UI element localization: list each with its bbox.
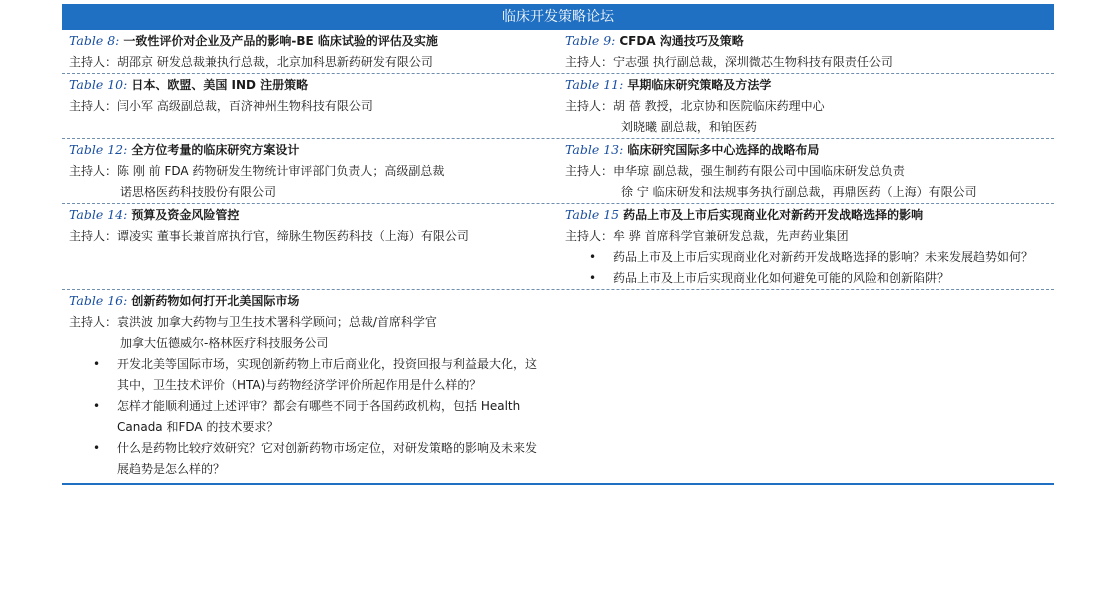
- host-line: [565, 96, 1054, 117]
- host-line: [69, 161, 558, 182]
- question-text: 怎样才能顺利通过上述评审？都会有哪些不同于各国药政机构，包括 Health Canada 和FDA 的技术要求？: [117, 399, 521, 434]
- table-tag: Table 11:: [565, 77, 624, 92]
- host-label: 主持人：: [565, 99, 614, 113]
- host-label: 主持人：: [565, 164, 614, 178]
- host-name: 胡邵京 研发总裁兼执行总裁，北京加科思新药研发有限公司: [117, 55, 433, 69]
- question-text: 药品上市及上市后实现商业化对新药开发战略选择的影响？未来发展趋势如何？: [613, 250, 1034, 264]
- topic-title: 药品上市及上市后实现商业化对新药开发战略选择的影响: [623, 208, 924, 222]
- host-line: [69, 52, 558, 73]
- host-line: [565, 226, 1054, 247]
- topic-title: 预算及资金风险管控: [131, 208, 240, 222]
- host-label: 主持人：: [565, 55, 614, 69]
- topic-title: 临床研究国际多中心选择的战略布局: [627, 143, 820, 157]
- empty-cell: [558, 290, 1054, 480]
- question-list: [565, 247, 1054, 289]
- host-line: [69, 312, 558, 333]
- table-tag: Table 9:: [565, 33, 616, 48]
- section-table-16: [62, 290, 558, 480]
- table-tag: Table 8:: [69, 33, 120, 48]
- bullet-icon: •: [589, 271, 597, 285]
- row-2: [62, 73, 1054, 138]
- section-table-11: [558, 74, 1054, 138]
- section-table-12: [62, 139, 558, 203]
- table-tag: Table 12:: [69, 142, 128, 157]
- host-label: 主持人：: [565, 229, 614, 243]
- topic-title: 创新药物如何打开北美国际市场: [131, 294, 300, 308]
- host-label: 主持人：: [69, 229, 118, 243]
- host-line: [69, 226, 558, 247]
- topic-title: 一致性评价对企业及产品的影响-BE 临床试验的评估及实施: [123, 34, 438, 48]
- host-line: [69, 96, 558, 117]
- host-label: 主持人：: [69, 99, 118, 113]
- host-name: 袁洪波 加拿大药物与卫生技术署科学顾问；总裁/首席科学官: [117, 315, 437, 329]
- host-line: [565, 52, 1054, 73]
- list-item: [565, 247, 1054, 268]
- topic-title: 早期临床研究策略及方法学: [627, 78, 772, 92]
- section-table-14: [62, 204, 558, 289]
- table-tag: Table 13:: [565, 142, 624, 157]
- row-5: [62, 289, 1054, 480]
- host-line: [565, 161, 1054, 182]
- table-tag: Table 14:: [69, 207, 128, 222]
- table-tag: Table 15: [565, 207, 620, 222]
- host-label: 主持人：: [69, 55, 118, 69]
- row-4: [62, 203, 1054, 289]
- question-text: 什么是药物比较疗效研究？它对创新药物市场定位，对研发策略的影响及未来发展趋势是怎么样的？: [117, 441, 538, 476]
- host-name: 陈 刚 前 FDA 药物研发生物统计审评部门负责人；高级副总裁: [117, 164, 445, 178]
- host-line-2: 徐 宁 临床研发和法规事务执行副总裁，再鼎医药（上海）有限公司: [621, 185, 977, 199]
- row-1: [62, 30, 1054, 73]
- section-table-10: [62, 74, 558, 138]
- bullet-icon: •: [93, 357, 101, 371]
- host-name: 闫小军 高级副总裁，百济神州生物科技有限公司: [117, 99, 373, 113]
- host-name: 谭凌实 董事长兼首席执行官，缔脉生物医药科技（上海）有限公司: [117, 229, 469, 243]
- section-table-15: [558, 204, 1054, 289]
- host-name: 申华琼 副总裁，强生制药有限公司中国临床研发总负责: [613, 164, 905, 178]
- list-item: [69, 396, 558, 438]
- host-label: 主持人：: [69, 315, 118, 329]
- host-label: 主持人：: [69, 164, 118, 178]
- bullet-icon: •: [589, 250, 597, 264]
- topic-title: 日本、欧盟、美国 IND 注册策略: [131, 78, 309, 92]
- forum-table: [62, 4, 1054, 485]
- table-tag: Table 16:: [69, 293, 128, 308]
- bullet-icon: •: [93, 441, 101, 455]
- list-item: [69, 354, 558, 396]
- topic-title: 全方位考量的临床研究方案设计: [131, 143, 300, 157]
- section-table-8: [62, 30, 558, 73]
- host-name: 牟 骅 首席科学官兼研发总裁，先声药业集团: [613, 229, 849, 243]
- bottom-rule: [62, 483, 1054, 485]
- row-3: [62, 138, 1054, 203]
- table-tag: Table 10:: [69, 77, 128, 92]
- question-text: 开发北美等国际市场，实现创新药物上市后商业化，投资回报与利益最大化，这其中，卫生技术评价（HTA)与药物经济学评价所起作用是什么样的？: [117, 357, 538, 392]
- host-name: 宁志强 执行副总裁，深圳微芯生物科技有限责任公司: [613, 55, 893, 69]
- list-item: [565, 268, 1054, 289]
- question-text: 药品上市及上市后实现商业化如何避免可能的风险和创新陷阱？: [613, 271, 950, 285]
- host-line-2: 加拿大伍德威尔-格林医疗科技服务公司: [120, 336, 329, 350]
- list-item: [69, 438, 558, 480]
- forum-title: 临床开发策略论坛: [62, 4, 1054, 30]
- section-table-9: [558, 30, 1054, 73]
- section-table-13: [558, 139, 1054, 203]
- host-name: 胡 蓓 教授，北京协和医院临床药理中心: [613, 99, 825, 113]
- question-list: [69, 354, 558, 480]
- host-line-2: 刘晓曦 副总裁，和铂医药: [621, 120, 757, 134]
- host-line-2: 诺思格医药科技股份有限公司: [120, 185, 277, 199]
- bullet-icon: •: [93, 399, 101, 413]
- topic-title: CFDA 沟通技巧及策略: [619, 34, 744, 48]
